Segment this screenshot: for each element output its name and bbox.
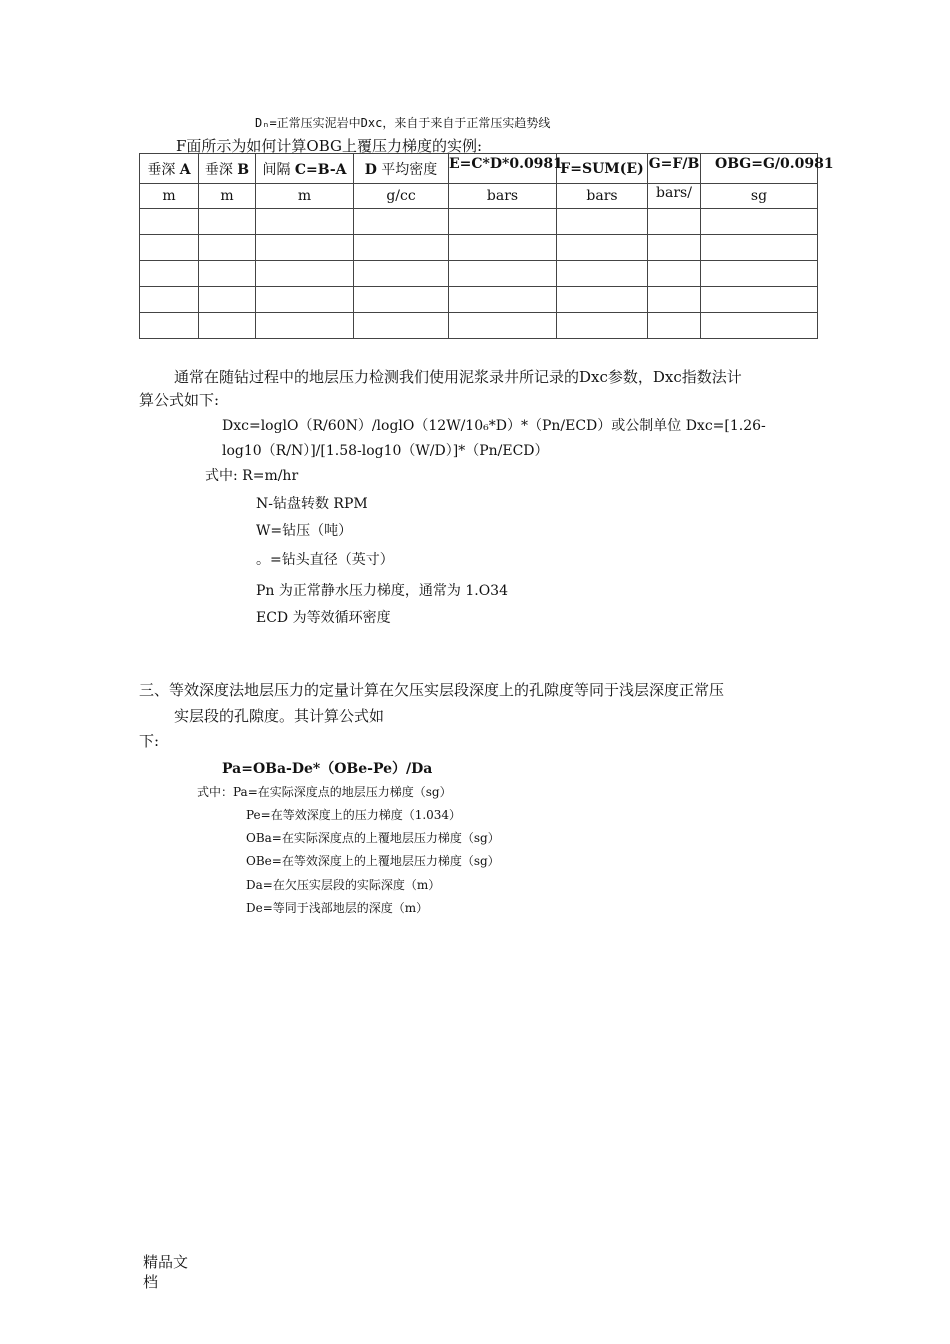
dxc-var-w: W=钻压（吨） [256, 523, 353, 539]
table-intro: F面所示为如何计算OBG上覆压力梯度的实例: [176, 137, 483, 155]
pa-var-pe: Pe=在等效深度上的压力梯度（1.034） [246, 808, 462, 822]
dxc-var-ecd: ECD 为等效循环密度 [256, 610, 391, 626]
unit-cell: bars [557, 184, 648, 209]
pa-formula: Pa=OBa-De*（OBe-Pe）/Da [222, 761, 433, 777]
dxc-formula-line2: log10（R/N）]/[1.58-log10（W/D）]*（Pn/ECD） [222, 443, 549, 459]
header-depth-a: 垂深 A [140, 154, 199, 184]
dxc-var-pn: Pn 为正常静水压力梯度，通常为 1.O34 [256, 583, 508, 599]
section3-line3: 下: [139, 732, 160, 750]
footer-watermark-line2: 档 [143, 1273, 159, 1291]
table-row [140, 261, 818, 287]
header-f: F=SUM(E) [557, 154, 648, 184]
dxc-var-n: N-钻盘转数 RPM [256, 496, 368, 512]
table-unit-row [140, 184, 818, 209]
dxc-intro: 通常在随钻过程中的地层压力检测我们使用泥浆录井所记录的Dxc参数，Dxc指数法计 [174, 368, 742, 386]
dxc-var-d: 。=钻头直径（英寸） [256, 552, 394, 568]
unit-cell: m [140, 184, 199, 209]
unit-cell: g/cc [354, 184, 449, 209]
table-row [140, 209, 818, 235]
header-obg: OBG=G/0.0981 [701, 154, 818, 184]
unit-cell: sg [701, 184, 818, 209]
top-note: Dₙ=正常压实泥岩中Dxc，来自于来自于正常压实趋势线 [255, 116, 551, 130]
section3-line2: 实层段的孔隙度。其计算公式如 [174, 707, 385, 725]
table-row [140, 313, 818, 339]
dxc-where: 式中: R=m/hr [205, 468, 299, 484]
table-row [140, 287, 818, 313]
header-e: E=C*D*0.0981 [449, 154, 557, 184]
footer-watermark-line1: 精品文 [143, 1253, 189, 1271]
section3-heading: 三、等效深度法地层压力的定量计算在欠压实层段深度上的孔隙度等同于浅层深度正常压 [139, 681, 725, 699]
unit-cell: bars/ [648, 184, 701, 209]
header-g: G=F/B [648, 154, 701, 184]
dxc-formula-line1: Dxc=loglO（R/60N）/loglO（12W/10₆*D）*（Pn/ECD）或公制单位 Dxc=[1.26- [222, 418, 766, 434]
header-density: D 平均密度 [354, 154, 449, 184]
pa-var-obe: OBe=在等效深度上的上覆地层压力梯度（sg） [246, 854, 500, 868]
pa-var-de: De=等同于浅部地层的深度（m） [246, 901, 429, 915]
header-interval: 间隔 C=B-A [256, 154, 354, 184]
unit-cell: m [256, 184, 354, 209]
unit-cell: m [199, 184, 256, 209]
pa-var-oba: OBa=在实际深度点的上覆地层压力梯度（sg） [246, 831, 500, 845]
dxc-intro-cont: 算公式如下: [139, 391, 220, 409]
obg-table [139, 153, 834, 339]
table-row [140, 235, 818, 261]
pa-var-da: Da=在欠压实层段的实际深度（m） [246, 878, 441, 892]
table-header-row [140, 154, 818, 184]
unit-cell: bars [449, 184, 557, 209]
header-depth-b: 垂深 B [199, 154, 256, 184]
pa-where: 式中：Pa=在实际深度点的地层压力梯度（sg） [197, 785, 452, 799]
